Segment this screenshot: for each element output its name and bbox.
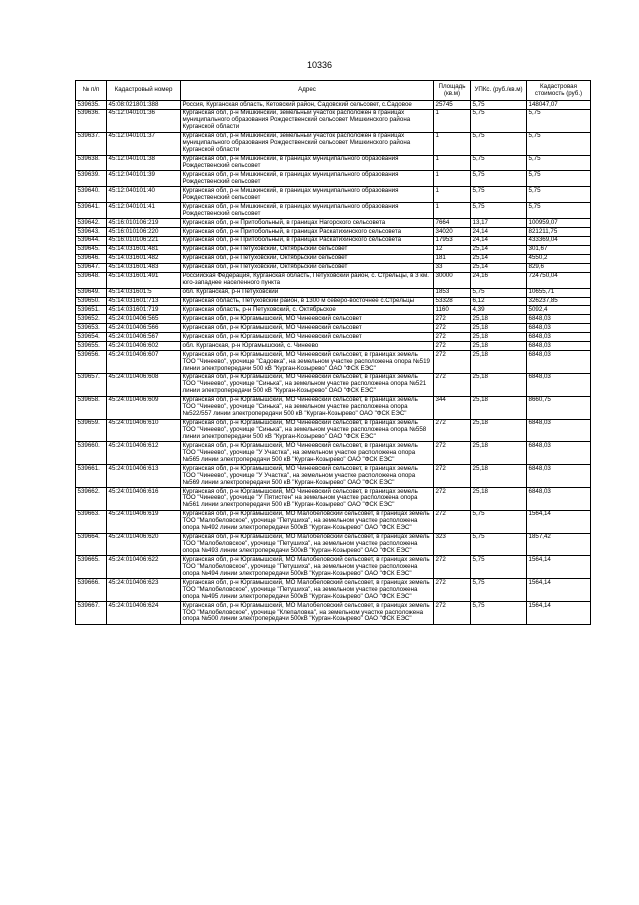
cell-cadastral-number: 45:24:010406:608 [107, 373, 181, 396]
cell-cadastral-cost: 4550,2 [527, 254, 591, 263]
table-row [76, 602, 591, 625]
cell-address: Курганская обл, р-н Мишкинский, в границах муниципального образования Рождественский сельсовет [181, 187, 434, 203]
cell-cadastral-cost: 5,75 [527, 171, 591, 187]
table-row [76, 373, 591, 396]
cell-address: обл. Курганская, р-н Юргамышский, с. Чинеево [181, 342, 434, 351]
cell-num: 539645. [76, 245, 107, 254]
table-row [76, 187, 591, 203]
cell-upks: 5,75 [471, 533, 527, 556]
cell-area: 272 [434, 488, 471, 511]
cell-num: 539661. [76, 465, 107, 488]
page-number: 10336 [306, 60, 333, 70]
cell-cadastral-cost: 326237,85 [527, 297, 591, 306]
cell-cadastral-number: 45:14:031601:483 [107, 263, 181, 272]
table-row [76, 109, 591, 132]
cell-cadastral-number: 45:08:021801:388 [107, 101, 181, 110]
cell-area: 272 [434, 373, 471, 396]
cell-num: 539644. [76, 236, 107, 245]
cell-cadastral-number: 45:14:031601:5 [107, 288, 181, 297]
cell-address: Курганская обл, р-н Петуховский, Октябрьский сельсовет [181, 263, 434, 272]
cell-address: Курганская обл, р-н Юргамышский, МО Чинеевский сельсовет, в границах земель ТОО "Чинеево", урочище "Синька", на земельном участке расположена опора №558 линии электропередачи 500 кВ "Курган-Козырево" ОАО "ФСК ЕЭС" [181, 419, 434, 442]
table-row [76, 132, 591, 155]
cell-upks: 24,14 [471, 228, 527, 237]
cell-address: Курганская обл, р-н Мишкинский, в границах муниципального образования Рождественский сельсовет [181, 203, 434, 219]
cell-cadastral-cost: 5,75 [527, 203, 591, 219]
table-row [76, 324, 591, 333]
cell-cadastral-cost: 6848,03 [527, 442, 591, 465]
header-address: Адрес [181, 81, 434, 101]
cell-cadastral-cost: 6848,03 [527, 419, 591, 442]
cell-cadastral-cost: 6848,03 [527, 333, 591, 342]
cell-address: Курганская обл, р-н Юргамышский, МО Малобеловский сельсовет, в границах земель ТОО "Малобеловское", урочище "Петушиха", на земельном участке расположена опора №494 линии электропередачи 500кВ "Курган-Козырево" ОАО "ФСК ЕЭС" [181, 556, 434, 579]
cell-cadastral-cost: 6848,03 [527, 315, 591, 324]
cell-cadastral-number: 45:12:040101:37 [107, 132, 181, 155]
cell-upks: 5,75 [471, 155, 527, 171]
table-row [76, 306, 591, 315]
cell-cadastral-number: 45:24:010406:607 [107, 351, 181, 374]
header-area: Площадь (кв.м) [434, 81, 471, 101]
cell-cadastral-cost: 1564,14 [527, 579, 591, 602]
cell-address: Курганская обл, р-н Мишкинский, в границах муниципального образования Рождественский сельсовет [181, 171, 434, 187]
cell-upks: 25,18 [471, 333, 527, 342]
cell-area: 272 [434, 510, 471, 533]
cell-area: 272 [434, 342, 471, 351]
cell-cadastral-number: 45:24:010406:567 [107, 333, 181, 342]
cell-num: 539658. [76, 396, 107, 419]
table-row [76, 333, 591, 342]
cell-address: Россия, Курганская область, Кетовский район, Садовский сельсовет, с.Садовое [181, 101, 434, 110]
cell-num: 539662. [76, 488, 107, 511]
table-row [76, 203, 591, 219]
cell-num: 539652. [76, 315, 107, 324]
cell-area: 272 [434, 556, 471, 579]
cell-cadastral-number: 45:24:010406:609 [107, 396, 181, 419]
cell-upks: 25,18 [471, 342, 527, 351]
cell-upks: 25,18 [471, 351, 527, 374]
cell-num: 539650. [76, 297, 107, 306]
cell-address: Курганская обл, р-н Юргамышский, МО Чинеевский сельсовет, в границах земель ТОО "Чинеево", урочище "У Участка", на земельном участке расположена опора №569 линии электропередачи 500 кВ "Курган-Козырево" ОАО "ФСК ЕЭС" [181, 465, 434, 488]
cell-cadastral-cost: 6848,03 [527, 373, 591, 396]
cell-area: 344 [434, 396, 471, 419]
cell-num: 539666. [76, 579, 107, 602]
cell-address: Курганская обл, р-н Мишкинский, земельный участок расположен в границах муниципального образования Рождественский сельсовет Мишкинского района Курганской области [181, 132, 434, 155]
table-row [76, 263, 591, 272]
cell-area: 323 [434, 533, 471, 556]
cell-cadastral-cost: 1564,14 [527, 556, 591, 579]
cell-area: 1 [434, 109, 471, 132]
table-row [76, 419, 591, 442]
cell-cadastral-cost: 301,67 [527, 245, 591, 254]
cell-area: 272 [434, 465, 471, 488]
cell-num: 539646. [76, 254, 107, 263]
cell-num: 539639. [76, 171, 107, 187]
cell-cadastral-cost: 5,75 [527, 187, 591, 203]
cell-upks: 24,14 [471, 236, 527, 245]
cell-cadastral-number: 45:24:010406:610 [107, 419, 181, 442]
cell-address: Курганская обл, р-н Юргамышский, МО Малобеловский сельсовет, в границах земель ТОО "Малобеловское", урочище "Петушиха", на земельном участке расположена опора №495 линии электропередачи 500кВ "Курган-Козырево" ОАО "ФСК ЕЭС" [181, 579, 434, 602]
cell-address: Курганская обл, р-н Юргамышский, МО Чинеевский сельсовет, в границах земель ТОО "Чинеево", урочище "Синька", на земельном участке расположена опора №521 линии электропередачи 500 кВ "Курган-Козырево" ОАО "ФСК ЕЭС" [181, 373, 434, 396]
cell-cadastral-cost: 148047,07 [527, 101, 591, 110]
cell-address: Курганская обл, р-н Притобольный, в границах Нагорского сельсовета [181, 219, 434, 228]
cell-address: Курганская обл, р-н Юргамышский, МО Чинеевский сельсовет, в границах земель ТОО "Чинеево", урочище "У Пятистен" на земельном участке расположена опора №561 линии электропередачи 500 кВ "Курган-Козырево" ОАО "ФСК ЕЭС" [181, 488, 434, 511]
cell-num: 539665. [76, 556, 107, 579]
cell-area: 272 [434, 419, 471, 442]
cell-cadastral-number: 45:14:031601:713 [107, 297, 181, 306]
cell-area: 25745 [434, 101, 471, 110]
cell-cadastral-number: 45:24:010406:619 [107, 510, 181, 533]
cell-cadastral-number: 45:14:031601:719 [107, 306, 181, 315]
cell-cadastral-cost: 724750,04 [527, 272, 591, 288]
cell-area: 272 [434, 602, 471, 625]
cell-area: 1 [434, 155, 471, 171]
cell-area: 12 [434, 245, 471, 254]
cell-address: Курганская обл, р-н Притобольный, в границах Раскатихинского сельсовета [181, 228, 434, 237]
cell-area: 17953 [434, 236, 471, 245]
table-row [76, 315, 591, 324]
cell-cadastral-number: 45:12:040101:40 [107, 187, 181, 203]
cell-address: Курганская обл, р-н Юргамышский, МО Чинеевский сельсовет, в границах земель ТОО "Чинеево", урочище "Синька", на земельном участке расположена опора №522/557 линии электропередачи 500 кВ "Курган-Козырево" ОАО "ФСК ЕЭС" [181, 396, 434, 419]
cell-cadastral-cost: 6848,03 [527, 465, 591, 488]
table-row [76, 219, 591, 228]
cell-upks: 25,18 [471, 442, 527, 465]
cell-cadastral-cost: 433369,04 [527, 236, 591, 245]
cell-address: Курганская обл, р-н Мишкинский, земельный участок расположен в границах муниципального образования Рождественский сельсовет Мишкинского района Курганской области [181, 109, 434, 132]
cell-upks: 25,18 [471, 465, 527, 488]
cell-address: обл. Курганская, р-н Петуховский [181, 288, 434, 297]
cell-cadastral-cost: 100959,07 [527, 219, 591, 228]
cell-area: 272 [434, 579, 471, 602]
cell-cadastral-number: 45:24:010406:623 [107, 579, 181, 602]
cell-upks: 25,14 [471, 245, 527, 254]
cell-cadastral-cost: 1564,14 [527, 510, 591, 533]
cell-area: 1853 [434, 288, 471, 297]
cell-num: 539667. [76, 602, 107, 625]
cell-cadastral-cost: 829,6 [527, 263, 591, 272]
cell-cadastral-number: 45:12:040101:38 [107, 155, 181, 171]
cell-area: 1160 [434, 306, 471, 315]
cell-address: Курганская обл, р-н Петуховский, Октябрьский сельсовет [181, 254, 434, 263]
cell-cadastral-number: 45:16:010106:219 [107, 219, 181, 228]
cell-cadastral-cost: 10655,71 [527, 288, 591, 297]
cell-cadastral-number: 45:12:040101:39 [107, 171, 181, 187]
cell-num: 539663. [76, 510, 107, 533]
cell-address: Курганская область, Петуховский район, в 1300 м северо-восточнее с.Стрельцы [181, 297, 434, 306]
cell-num: 539659. [76, 419, 107, 442]
cell-num: 539643. [76, 228, 107, 237]
table-row [76, 101, 591, 110]
cell-num: 539657. [76, 373, 107, 396]
cell-num: 539654. [76, 333, 107, 342]
cell-cadastral-cost: 6848,03 [527, 324, 591, 333]
cell-upks: 5,75 [471, 132, 527, 155]
cell-address: Курганская обл, р-н Юргамышский, МО Малобеловский сельсовет, в границах земель ТОО "Малобеловское", урочище "Петушиха", на земельном участке расположена опора №492 линии электропередачи 500кВ "Курган-Козырево" ОАО "ФСК ЕЭС" [181, 510, 434, 533]
cell-area: 53328 [434, 297, 471, 306]
table-row [76, 155, 591, 171]
table-row [76, 254, 591, 263]
cell-upks: 25,18 [471, 488, 527, 511]
header-upks: УПКс. (руб./кв.м) [471, 81, 527, 101]
table-row [76, 533, 591, 556]
table-row [76, 579, 591, 602]
cell-cadastral-number: 45:14:031601:481 [107, 245, 181, 254]
table-row [76, 272, 591, 288]
cell-cadastral-number: 45:24:010406:612 [107, 442, 181, 465]
cell-num: 539641. [76, 203, 107, 219]
table-row [76, 236, 591, 245]
cell-cadastral-cost: 5092,4 [527, 306, 591, 315]
cell-area: 34020 [434, 228, 471, 237]
cell-address: Курганская обл, р-н Юргамышский, МО Чинеевский сельсовет, в границах земель ТОО "Чинеево", урочище "У Участка", на земельном участке расположена опора №565 линии электропередачи 500 кВ "Курган-Козырево" ОАО "ФСК ЕЭС" [181, 442, 434, 465]
cell-upks: 5,75 [471, 556, 527, 579]
cadastral-register-table [75, 80, 591, 625]
cell-cadastral-number: 45:16:010106:220 [107, 228, 181, 237]
cell-upks: 5,75 [471, 510, 527, 533]
cell-num: 539653. [76, 324, 107, 333]
cell-address: Российская Федерация, Курганская область, Петуховский район, с. Стрельцы, в 3 км. юго-западнее населенного пункта [181, 272, 434, 288]
table-row [76, 396, 591, 419]
cell-upks: 5,75 [471, 187, 527, 203]
cell-cadastral-cost: 821211,75 [527, 228, 591, 237]
cell-cadastral-number: 45:24:010406:602 [107, 342, 181, 351]
cell-cadastral-number: 45:24:010406:566 [107, 324, 181, 333]
cell-upks: 5,75 [471, 109, 527, 132]
cell-area: 1 [434, 171, 471, 187]
cell-area: 272 [434, 324, 471, 333]
cell-upks: 25,18 [471, 324, 527, 333]
cell-cadastral-number: 45:24:010406:613 [107, 465, 181, 488]
cell-area: 1 [434, 203, 471, 219]
cell-address: Курганская обл, р-н Юргамышский, МО Чинеевский сельсовет [181, 324, 434, 333]
cell-area: 272 [434, 442, 471, 465]
cell-num: 539664. [76, 533, 107, 556]
cell-address: Курганская обл, р-н Юргамышский, МО Чинеевский сельсовет [181, 333, 434, 342]
cell-area: 181 [434, 254, 471, 263]
cell-cadastral-cost: 1564,14 [527, 602, 591, 625]
cell-upks: 5,75 [471, 101, 527, 110]
cell-num: 539651. [76, 306, 107, 315]
cell-cadastral-cost: 5,75 [527, 132, 591, 155]
cell-cadastral-number: 45:24:010406:616 [107, 488, 181, 511]
cell-cadastral-number: 45:24:010406:624 [107, 602, 181, 625]
cell-upks: 25,18 [471, 315, 527, 324]
cell-upks: 4,39 [471, 306, 527, 315]
cell-upks: 5,75 [471, 171, 527, 187]
table-header-row [76, 81, 591, 101]
cell-area: 1 [434, 132, 471, 155]
header-cadastral-cost: Кадастровая стоимость (руб.) [527, 81, 591, 101]
cell-cadastral-number: 45:24:010406:565 [107, 315, 181, 324]
cell-num: 539648. [76, 272, 107, 288]
table-row [76, 342, 591, 351]
cell-address: Курганская обл, р-н Мишкинский, в границах муниципального образования Рождественский сельсовет [181, 155, 434, 171]
cell-cadastral-number: 45:16:010106:221 [107, 236, 181, 245]
cell-num: 539640. [76, 187, 107, 203]
cell-address: Курганская обл, р-н Юргамышский, МО Чинеевский сельсовет, в границах земель ТОО "Чинеево", урочище "Садовка", на земельном участке расположена опора №519 линии электропередачи 500 кВ "Курган-Козырево" ОАО "ФСК ЕЭС" [181, 351, 434, 374]
cell-area: 1 [434, 187, 471, 203]
cell-num: 539660. [76, 442, 107, 465]
cell-num: 539656. [76, 351, 107, 374]
cell-cadastral-cost: 6848,03 [527, 488, 591, 511]
cell-area: 272 [434, 333, 471, 342]
cell-cadastral-cost: 1857,42 [527, 533, 591, 556]
cell-cadastral-cost: 5,75 [527, 109, 591, 132]
table-row [76, 488, 591, 511]
table-row [76, 288, 591, 297]
cell-area: 30000 [434, 272, 471, 288]
cell-address: Курганская обл, р-н Юргамышский, МО Малобеловский сельсовет, в границах земель ТОО "Малобеловское", урочище "Петушиха", на земельном участке расположена опора №493 линии электропередачи 500кВ "Курган-Козырево" ОАО "ФСК ЕЭС" [181, 533, 434, 556]
header-cadastral-number: Кадастровый номер [107, 81, 181, 101]
cell-upks: 5,75 [471, 203, 527, 219]
cell-area: 33 [434, 263, 471, 272]
cell-upks: 5,75 [471, 602, 527, 625]
cell-cadastral-cost: 6848,03 [527, 351, 591, 374]
cell-upks: 5,75 [471, 288, 527, 297]
cell-num: 539642. [76, 219, 107, 228]
table-row [76, 442, 591, 465]
table-row [76, 556, 591, 579]
cell-address: Курганская область, р-н Петуховский, с. Октябрьское [181, 306, 434, 315]
cell-cadastral-cost: 8660,75 [527, 396, 591, 419]
table-row [76, 228, 591, 237]
cell-num: 539636. [76, 109, 107, 132]
cell-upks: 25,18 [471, 396, 527, 419]
table-row [76, 510, 591, 533]
cell-num: 539635. [76, 101, 107, 110]
cell-address: Курганская обл, р-н Притобольный, в границах Раскатихинского сельсовета [181, 236, 434, 245]
cell-upks: 25,14 [471, 254, 527, 263]
cell-cadastral-number: 45:14:031601:491 [107, 272, 181, 288]
table-row [76, 245, 591, 254]
cell-cadastral-cost: 6848,03 [527, 342, 591, 351]
table-row [76, 171, 591, 187]
cell-area: 272 [434, 351, 471, 374]
table-body [76, 101, 591, 625]
cell-address: Курганская обл, р-н Юргамышский, МО Чинеевский сельсовет [181, 315, 434, 324]
cell-upks: 13,17 [471, 219, 527, 228]
cell-cadastral-number: 45:12:040101:41 [107, 203, 181, 219]
cell-num: 539655. [76, 342, 107, 351]
cell-upks: 25,18 [471, 373, 527, 396]
cell-upks: 24,16 [471, 272, 527, 288]
cell-upks: 25,14 [471, 263, 527, 272]
cell-address: Курганская обл, р-н Юргамышский, МО Малобеловский сельсовет, в границах земель ТОО "Малобеловское", урочище "Клепаловка", на земельном участке расположена опора №500 линии электропередачи 500кВ "Курган-Козырево" ОАО "ФСК ЕЭС" [181, 602, 434, 625]
cell-num: 539637. [76, 132, 107, 155]
header-num: № п/п [76, 81, 107, 101]
cell-area: 272 [434, 315, 471, 324]
cell-cadastral-cost: 5,75 [527, 155, 591, 171]
table-row [76, 297, 591, 306]
cell-address: Курганская обл, р-н Петуховский, Октябрьский сельсовет [181, 245, 434, 254]
cell-upks: 5,75 [471, 579, 527, 602]
cell-area: 7664 [434, 219, 471, 228]
cell-upks: 25,18 [471, 419, 527, 442]
table-row [76, 351, 591, 374]
cell-num: 539647. [76, 263, 107, 272]
cell-upks: 6,12 [471, 297, 527, 306]
cell-cadastral-number: 45:24:010406:620 [107, 533, 181, 556]
cell-num: 539638. [76, 155, 107, 171]
cell-cadastral-number: 45:12:040101:36 [107, 109, 181, 132]
table-row [76, 465, 591, 488]
cell-cadastral-number: 45:14:031601:482 [107, 254, 181, 263]
cell-num: 539649. [76, 288, 107, 297]
cell-cadastral-number: 45:24:010406:622 [107, 556, 181, 579]
